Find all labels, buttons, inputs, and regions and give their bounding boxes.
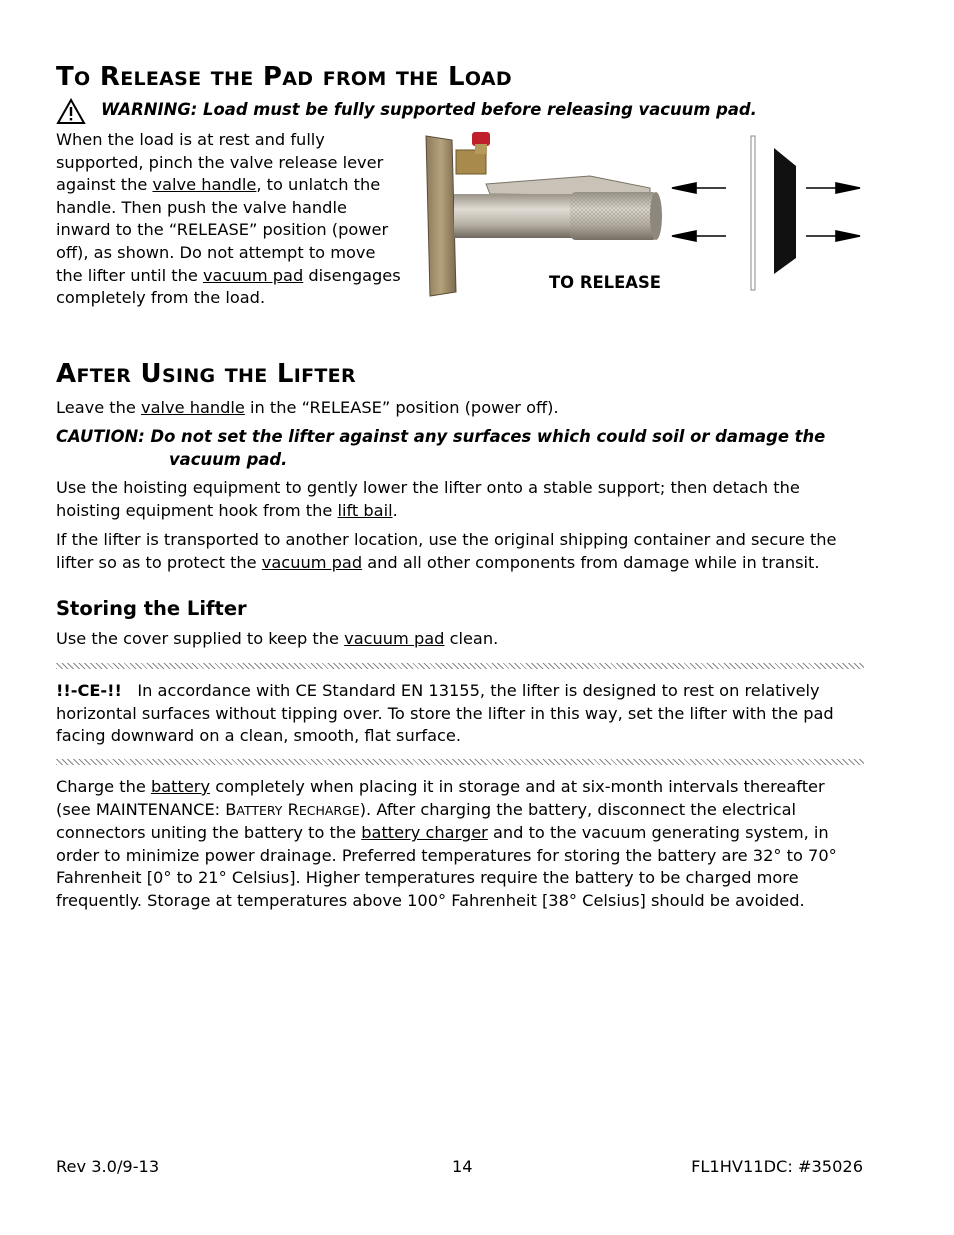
- after-use-para-1: [56, 397, 864, 420]
- text-span: in the “RELEASE” position (power off).: [244, 398, 559, 417]
- caution-line: vacuum pad.: [169, 449, 288, 469]
- direction-arrow-icon: [806, 183, 860, 241]
- text-smallcaps: ECHARGE: [298, 802, 360, 818]
- heading-letter: R: [99, 62, 121, 92]
- storing-heading: Storing the Lifter: [56, 597, 247, 620]
- heading-smallcaps: THE: [210, 68, 254, 90]
- ce-divider-bottom: [56, 759, 864, 765]
- text-smallcaps: ATTERY: [236, 802, 283, 818]
- text-line: [56, 822, 876, 845]
- text-line: If the lifter is transported to another location, use the original shipping container and secure the: [56, 530, 837, 549]
- text-span: Charge the: [56, 777, 151, 796]
- heading-smallcaps: SING: [161, 365, 216, 387]
- after-use-para-2: [56, 477, 864, 522]
- text-line: [56, 174, 416, 197]
- glass-panel: [751, 136, 755, 290]
- text-line: [56, 776, 876, 799]
- valve-cap: [472, 132, 490, 146]
- text-line: off), as shown. Do not attempt to move: [56, 242, 376, 262]
- text-line: [56, 500, 864, 523]
- storing-para-1: [56, 628, 864, 651]
- vacuum-pad-link[interactable]: vacuum pad: [261, 552, 363, 572]
- text-line: Fahrenheit [0° to 21° Celsius]. Higher temperatures require the battery to be charged more: [56, 868, 799, 888]
- text-line: [56, 265, 416, 288]
- text-line: order to minimize power drainage. Preferred temperatures for storing the battery are 32° to 70°: [56, 845, 837, 865]
- ce-divider-top: [56, 663, 864, 669]
- heading-smallcaps: FROM: [322, 68, 387, 90]
- text-span: and all other components from damage while in transit.: [362, 552, 820, 572]
- heading-smallcaps: O: [74, 68, 91, 90]
- text-span: the lifter until the: [56, 265, 203, 285]
- lift-bail-link[interactable]: lift bail: [337, 500, 393, 520]
- text-span: clean.: [444, 629, 499, 648]
- heading-smallcaps: ELEASE: [120, 68, 202, 90]
- text-span: against the: [56, 175, 153, 195]
- warning-text: WARNING: Load must be fully supported before releasing vacuum pad.: [101, 100, 757, 119]
- caution-note: [56, 426, 864, 471]
- battery-para: [56, 776, 876, 913]
- text-span: hoisting equipment hook from the: [56, 500, 338, 520]
- heading-letter: L: [276, 359, 294, 389]
- heading-letter: U: [140, 359, 162, 389]
- section-heading-release-pad: [56, 64, 512, 90]
- text-line: inward to the “RELEASE” position (power: [56, 220, 389, 240]
- heading-smallcaps: OAD: [464, 68, 512, 90]
- release-arrow-icon: [672, 183, 726, 241]
- footer-revision: Rev 3.0/9-13: [56, 1157, 160, 1176]
- text-line: supported, pinch the valve release lever: [56, 152, 384, 172]
- text-line: completely from the load.: [56, 288, 266, 308]
- text-span: .: [392, 500, 398, 520]
- footer-page-number: 14: [452, 1157, 473, 1176]
- heading-smallcaps: THE: [395, 68, 439, 90]
- text-span: and to the vacuum generating system, in: [487, 823, 829, 843]
- text-line: Use the hoisting equipment to gently lower the lifter onto a stable support; then detach the: [56, 478, 800, 497]
- heading-letter: P: [262, 62, 283, 92]
- caution-line: CAUTION: Do not set the lifter against any surfaces which could soil or damage the: [56, 427, 826, 446]
- text-line: facing downward on a clean, smooth, flat surface.: [56, 726, 462, 746]
- vacuum-pad-link[interactable]: vacuum pad: [202, 265, 304, 285]
- ce-note: [56, 680, 864, 748]
- valve-handle-link[interactable]: valve handle: [152, 175, 257, 195]
- text-span: , to unlatch the: [256, 175, 381, 195]
- text-span: R: [282, 799, 299, 819]
- heading-smallcaps: THE: [224, 365, 268, 387]
- footer-document-id: FL1HV11DC: #35026: [691, 1157, 863, 1176]
- text-span: ). After charging the battery, disconnect the electrical: [359, 799, 797, 819]
- text-span: Leave the: [56, 398, 142, 417]
- text-line: handle. Then push the valve handle: [56, 197, 347, 217]
- ce-tag: !!-CE-!!: [56, 681, 122, 700]
- release-instructions: [56, 129, 416, 310]
- battery-charger-link[interactable]: battery charger: [361, 823, 488, 843]
- text-line: horizontal surfaces without tipping over. To store the lifter in this way, set the lifter with the pad: [56, 703, 834, 723]
- text-span: disengages: [303, 265, 401, 285]
- text-span: lifter so as to protect the: [56, 552, 262, 572]
- after-use-para-3: [56, 529, 864, 574]
- vacuum-pad-profile: [774, 148, 796, 274]
- heading-smallcaps: IFTER: [293, 365, 356, 387]
- warning-triangle-icon: [56, 98, 86, 125]
- heading-letter: A: [56, 359, 77, 389]
- vacuum-pad-link[interactable]: vacuum pad: [344, 629, 445, 648]
- text-span: (see MAINTENANCE: B: [56, 799, 237, 819]
- heading-letter: T: [56, 62, 75, 92]
- text-line: [56, 552, 864, 575]
- text-span: completely when placing it in storage and at six-month intervals thereafter: [210, 777, 825, 796]
- text-line: [56, 799, 876, 823]
- text-line: When the load is at rest and fully: [56, 130, 325, 149]
- text-span: Use the cover supplied to keep the: [56, 629, 345, 648]
- to-release-label: TO RELEASE: [549, 273, 661, 292]
- heading-smallcaps: FTER: [76, 365, 132, 387]
- text-span: connectors uniting the battery to the: [56, 823, 362, 843]
- section-heading-after-using: [56, 361, 356, 387]
- battery-link[interactable]: battery: [150, 777, 211, 796]
- text-span: In accordance with CE Standard EN 13155, the lifter is designed to rest on relatively: [121, 681, 820, 700]
- heading-smallcaps: AD: [282, 68, 314, 90]
- heading-letter: L: [448, 62, 465, 92]
- text-line: frequently. Storage at temperatures above 100° Fahrenheit [38° Celsius] should be avoided.: [56, 890, 805, 910]
- text-line: [56, 680, 864, 703]
- valve-handle-link[interactable]: valve handle: [141, 398, 245, 417]
